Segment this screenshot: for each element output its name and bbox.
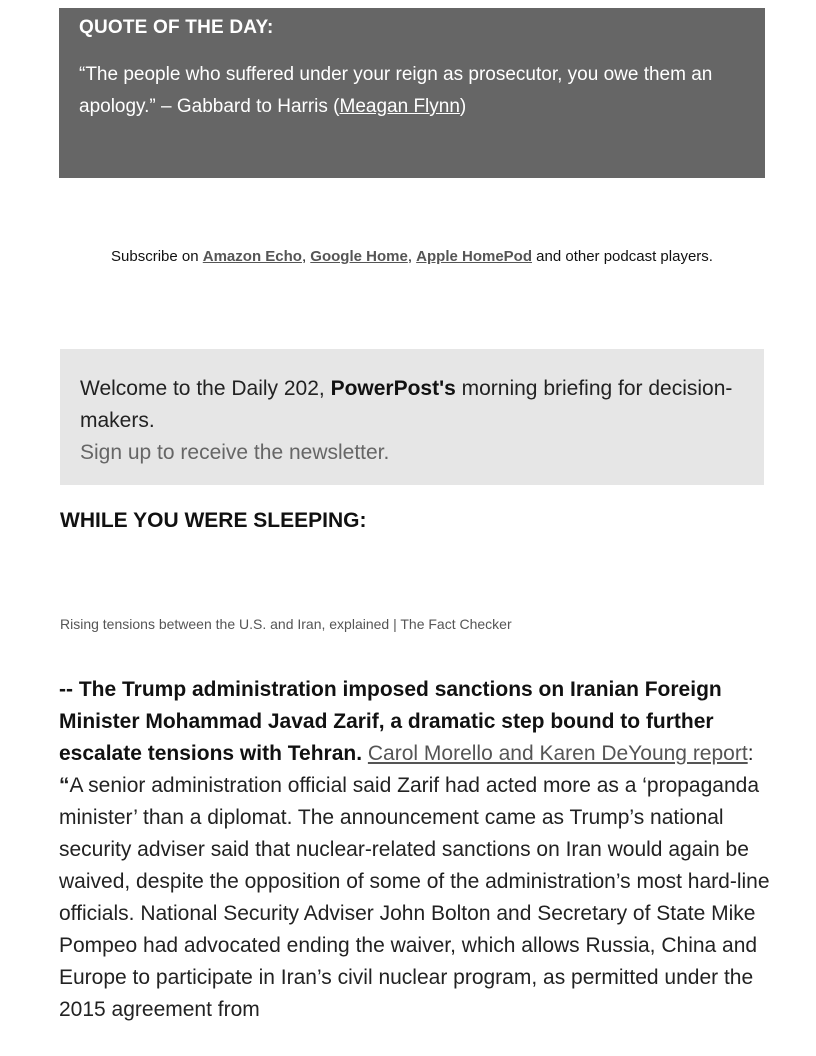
- amazon-echo-link[interactable]: Amazon Echo: [202, 248, 302, 265]
- subscribe-separator: ,: [301, 248, 311, 265]
- newsletter-signup-link[interactable]: Sign up to receive the newsletter.: [80, 441, 390, 464]
- open-quote-mark: “: [59, 774, 70, 797]
- section-heading: WHILE YOU WERE SLEEPING:: [60, 509, 367, 532]
- google-home-link[interactable]: Google Home: [310, 248, 408, 265]
- subscribe-line: [100, 241, 724, 273]
- subscribe-prefix: Subscribe on: [111, 248, 203, 265]
- brand-name: PowerPost's: [330, 377, 456, 400]
- apple-homepod-link[interactable]: Apple HomePod: [416, 248, 532, 265]
- welcome-text: [80, 373, 744, 437]
- quote-text: [79, 59, 745, 123]
- article-body: [59, 674, 771, 1026]
- byline-colon: :: [747, 742, 754, 765]
- subscribe-separator: ,: [407, 248, 417, 265]
- quote-of-the-day-box: [59, 8, 765, 178]
- quote-close-paren: ): [459, 96, 467, 117]
- quote-heading: QUOTE OF THE DAY:: [79, 17, 274, 38]
- subscribe-suffix: and other podcast players.: [532, 248, 713, 265]
- article-quote-text: A senior administration official said Zarif had acted more as a ‘propaganda minister’ than a diplomat. The announcement came as Trump’s national security adviser said that nuclear-related sanctions on Iran would again be waived, despite the opposition of some of the administration’s most hard-line officials. National Security Adviser John Bolton and Secretary of State Mike Pompeo had advocated ending the waiver, which allows Russia, China and Europe to participate in Iran’s civil nuclear program, as permitted under the 2015 agreement from: [59, 774, 770, 1021]
- welcome-box: [60, 349, 764, 485]
- welcome-prefix: Welcome to the Daily 202,: [80, 377, 331, 400]
- video-caption: Rising tensions between the U.S. and Iran, explained | The Fact Checker: [60, 616, 512, 632]
- quote-source-link[interactable]: Meagan Flynn: [339, 96, 460, 117]
- article-lead: -- The Trump administration imposed sanctions on Iranian Foreign Minister Mohammad Javad Zarif, a dramatic step bound to further escalate tensions with Tehran.: [59, 678, 722, 765]
- byline-report-link[interactable]: Carol Morello and Karen DeYoung report: [367, 742, 748, 765]
- quote-body: “The people who suffered under your reign as prosecutor, you owe them an apology.” – Gabbard to Harris (: [79, 64, 713, 117]
- welcome-suffix: morning briefing for decision-makers.: [80, 377, 733, 432]
